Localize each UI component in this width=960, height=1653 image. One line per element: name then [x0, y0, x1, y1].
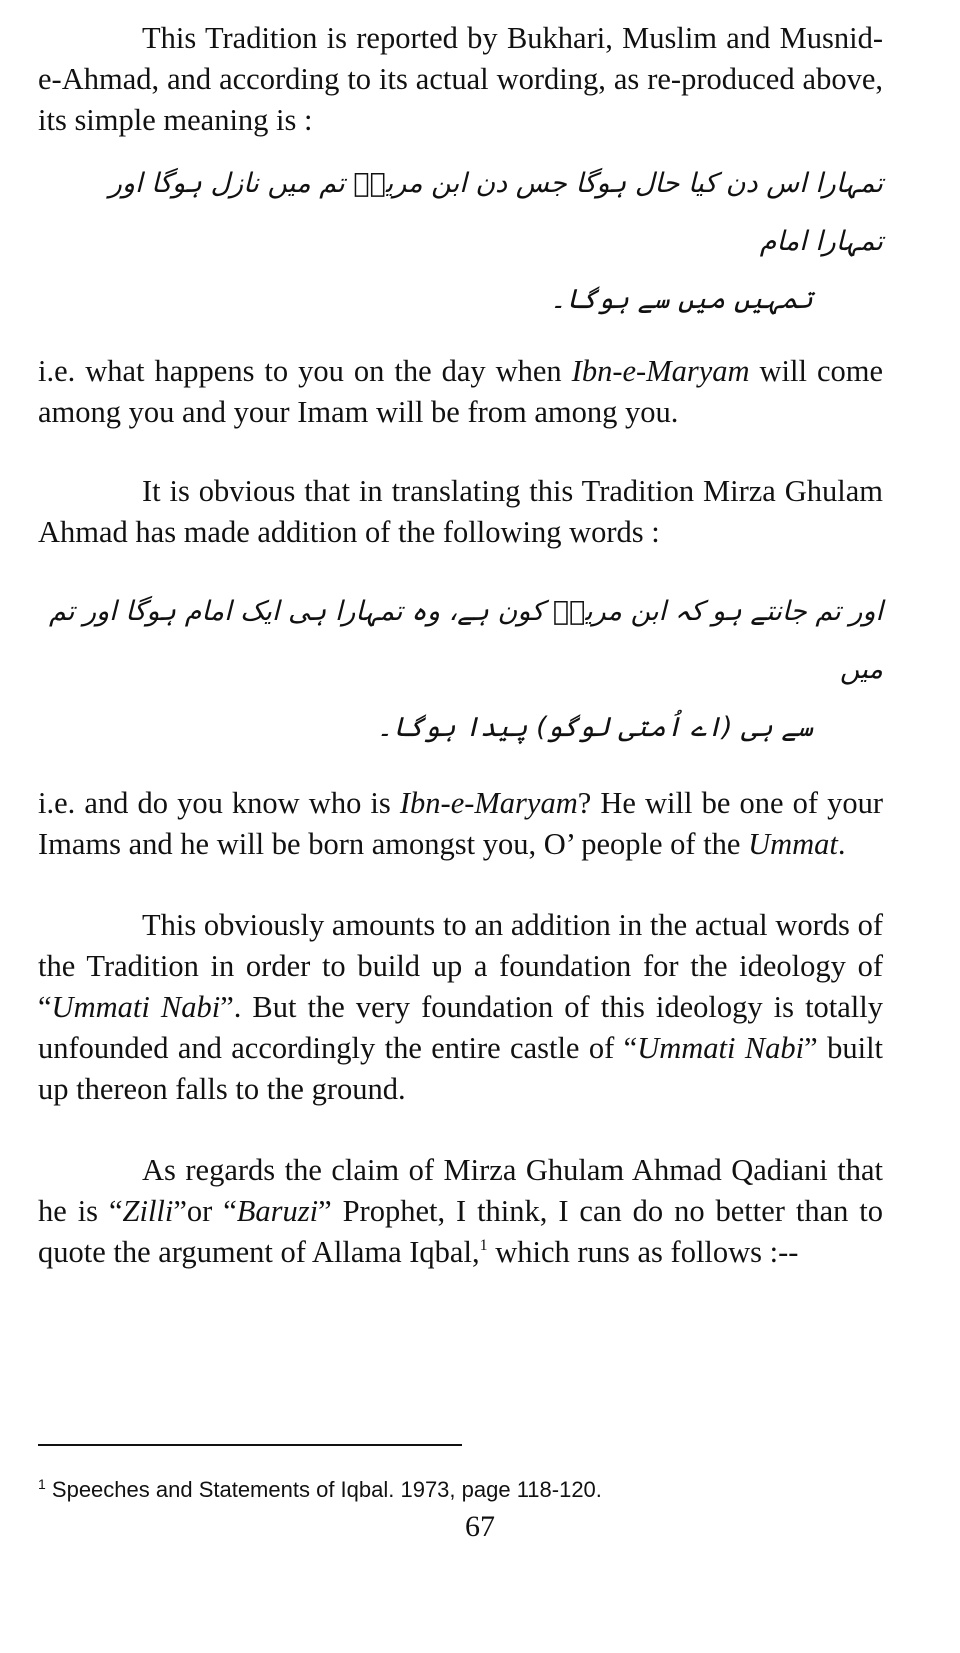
paragraph-6-text-b: ”or “ [173, 1194, 237, 1228]
paragraph-2-emphasis: Ibn-e-Maryam [571, 354, 750, 388]
paragraph-4-text-a: i.e. and do you know who is [38, 786, 400, 820]
paragraph-2-text-a: i.e. what happens to you on the day when [38, 354, 572, 388]
paragraph-3: It is obvious that in translating this Tradition Mirza Ghulam Ahmad has made addition of the following words : [38, 474, 883, 549]
paragraph-6-emphasis-2: Baruzi [236, 1194, 319, 1228]
paragraph-6-text-c: ” Prophet, I think, I can do no better than to quote the argument of Allama Iqbal, [38, 1194, 883, 1269]
paragraph-6-text-d: which runs as follows :-- [487, 1235, 799, 1269]
paragraph-4-emphasis-1: Ibn-e-Maryam [399, 786, 578, 820]
paragraph-6-emphasis-1: Zilli [122, 1194, 174, 1228]
paragraph-5-text-c: ” built up thereon falls to the ground. [38, 1031, 884, 1106]
paragraph-6-text-a: As regards the claim of Mirza Ghulam Ahmad Qadiani that he is “ [38, 1153, 883, 1228]
paragraph-5 [38, 905, 883, 1110]
urdu-quote-1-line-2: تمہیں میں سے ہوگا۔ [549, 284, 813, 315]
paragraph-4-text-b: ? He will be one of your Imams and he will be born amongst you, O’ people of the [38, 786, 883, 861]
footnote-reference[interactable]: 1 [479, 1237, 488, 1254]
paragraph-1: This Tradition is reported by Bukhari, Muslim and Musnid-e-Ahmad, and according to its actual wording, as re-produced above, its simple meaning is : [38, 21, 883, 137]
footnote-text: Speeches and Statements of Iqbal. 1973, page 118-120. [45, 1477, 602, 1502]
paragraph-6 [38, 1150, 883, 1273]
paragraph-2-text-b: will come among you and your Imam will be from among you. [38, 354, 883, 429]
paragraph-4-text-c: . [837, 827, 846, 861]
urdu-quote-2-line-1: اور تم جانتے ہو کہ ابن مریمؑ کون ہے، وہ تمہارا ہی ایک امام ہوگا اور تم میں [49, 596, 883, 685]
footnote-marker: 1 [38, 1476, 46, 1492]
paragraph-5-text-a: This obviously amounts to an addition in the actual words of the Tradition in order to build up a foundation for the ideology of “ [38, 908, 883, 1024]
paragraph-5-emphasis-1: Ummati Nabi [51, 990, 221, 1024]
urdu-quote-2 [38, 583, 883, 757]
paragraph-5-text-b: ”. But the very foundation of this ideology is totally unfounded and accordingly the entire castle of “ [38, 990, 884, 1065]
paragraph-4-emphasis-2: Ummat [748, 827, 838, 861]
urdu-quote-2-line-2: سے ہی (اے اُمتی لوگو) پیدا ہوگا۔ [376, 712, 813, 743]
footnote [38, 1470, 602, 1504]
urdu-quote-1-line-1: تمہارا اس دن کیا حال ہوگا جس دن ابن مریمؑ تم میں نازل ہوگا اور تمہارا امام [108, 168, 883, 257]
footnote-divider [38, 1444, 462, 1446]
paragraph-2 [38, 351, 883, 433]
paragraph-4 [38, 783, 883, 865]
page-body [38, 18, 883, 1273]
urdu-quote-1 [38, 155, 883, 329]
paragraph-5-emphasis-2: Ummati Nabi [637, 1031, 805, 1065]
page-number: 67 [465, 1510, 495, 1543]
